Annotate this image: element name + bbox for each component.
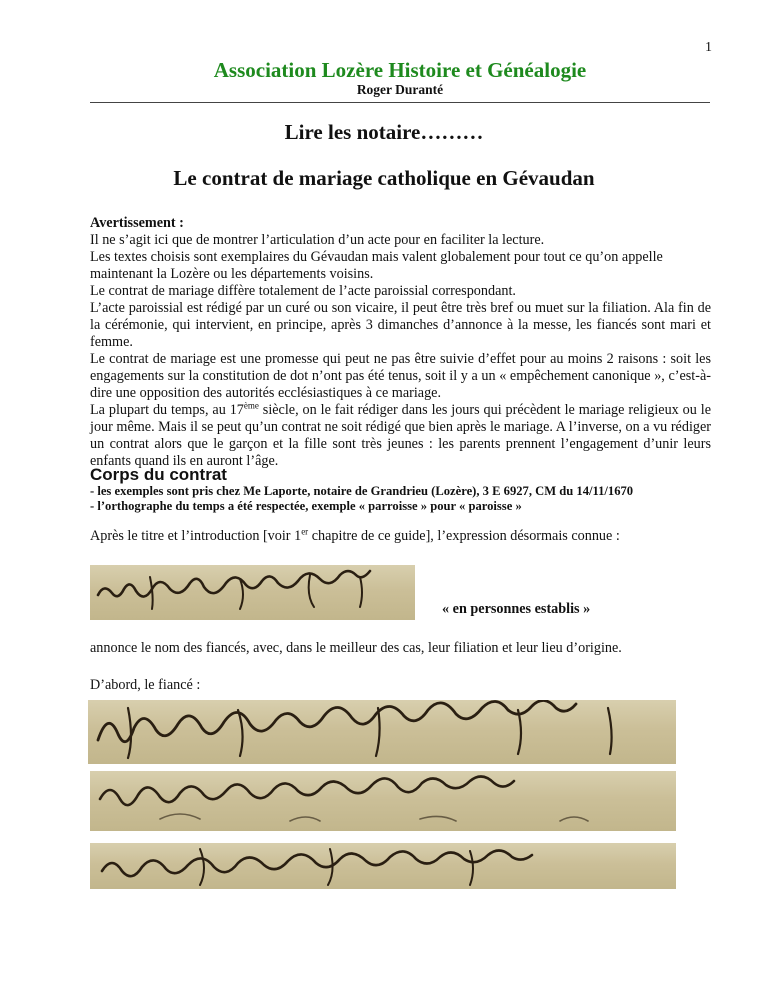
paragraph: L’acte paroissial est rédigé par un curé ou son vicaire, il peut être très bref ou muet sur la filiation. Ala fin de la cérémonie, qui intervient, en principe, après 3 dimanches d’annonce à la messe, les fiancés sont mari et femme. [90,300,711,350]
text-fragment: La plupart du temps, au 17 [90,402,244,418]
subtitle: Le contrat de mariage catholique en Gévaudan [173,166,595,190]
source-note: - l’orthographe du temps a été respectée, exemple « parroisse » pour « paroisse » [90,499,522,513]
document-header [90,58,710,103]
association-name: Association Lozère Histoire et Généalogie [213,58,587,82]
manuscript-scan-line-2 [90,771,676,831]
source-notes [90,484,730,514]
manuscript-scan-line-3 [90,843,676,889]
intro-line [90,528,620,545]
manuscript-scan-expression [90,565,415,620]
fiance-line: D’abord, le fiancé : [90,677,201,693]
text-fragment: siècle, on le fait rédiger dans les jours qui précèdent le mariage religieux ou le jour même. Mais il se peut qu’un contrat ne soit rédigé que bien après le mariage. A l’inverse, on a vu rédiger un contrat alors que le garçon et la fille sont très jeunes : les parents prennent l’engagement d’unir leurs enfants quand ils en auront l’âge. [90,402,712,469]
paragraph: Les textes choisis sont exemplaires du Gévaudan mais valent globalement pour tout ce qu’on appelle maintenant la Lozère ou les départements voisins. [90,249,663,282]
superscript: er [301,526,309,537]
paragraph: Le contrat de mariage diffère totalement de l’acte paroissial correspondant. [90,283,516,299]
main-title: Lire les notaire……… [284,120,484,144]
paragraph: Il ne s’agit ici que de montrer l’articulation d’un acte pour en faciliter la lecture. [90,232,545,248]
announce-line: annonce le nom des fiancés, avec, dans le meilleur des cas, leur filiation et leur lieu d’origine. [90,640,622,656]
page-number: 1 [705,40,712,55]
section-heading-corps: Corps du contrat [90,465,227,484]
paragraph [90,402,711,470]
text-fragment: chapitre de ce guide], l’expression désormais connue : [308,528,620,544]
superscript: ème [243,400,259,411]
source-note: - les exemples sont pris chez Me Laporte, notaire de Grandrieu (Lozère), 3 E 6927, CM du 14/11/1670 [90,484,634,498]
author-name: Roger Duranté [356,82,444,97]
manuscript-scan-line-1 [88,700,676,764]
avertissement-heading: Avertissement : [90,215,184,231]
paragraph: Le contrat de mariage est une promesse qui peut ne pas être suivie d’effet pour au moins 2 raisons : soit les engagements sur la constitution de dot n’ont pas été tenus, soit il y a un « empêchement canonique », c’est-à-dire une opposition des autorités ecclésiastiques à ce mariage. [90,351,711,401]
expression-caption: « en personnes establis » [442,601,591,617]
avertissement-section [90,215,711,470]
text-fragment: Après le titre et l’introduction [voir 1 [90,528,302,544]
